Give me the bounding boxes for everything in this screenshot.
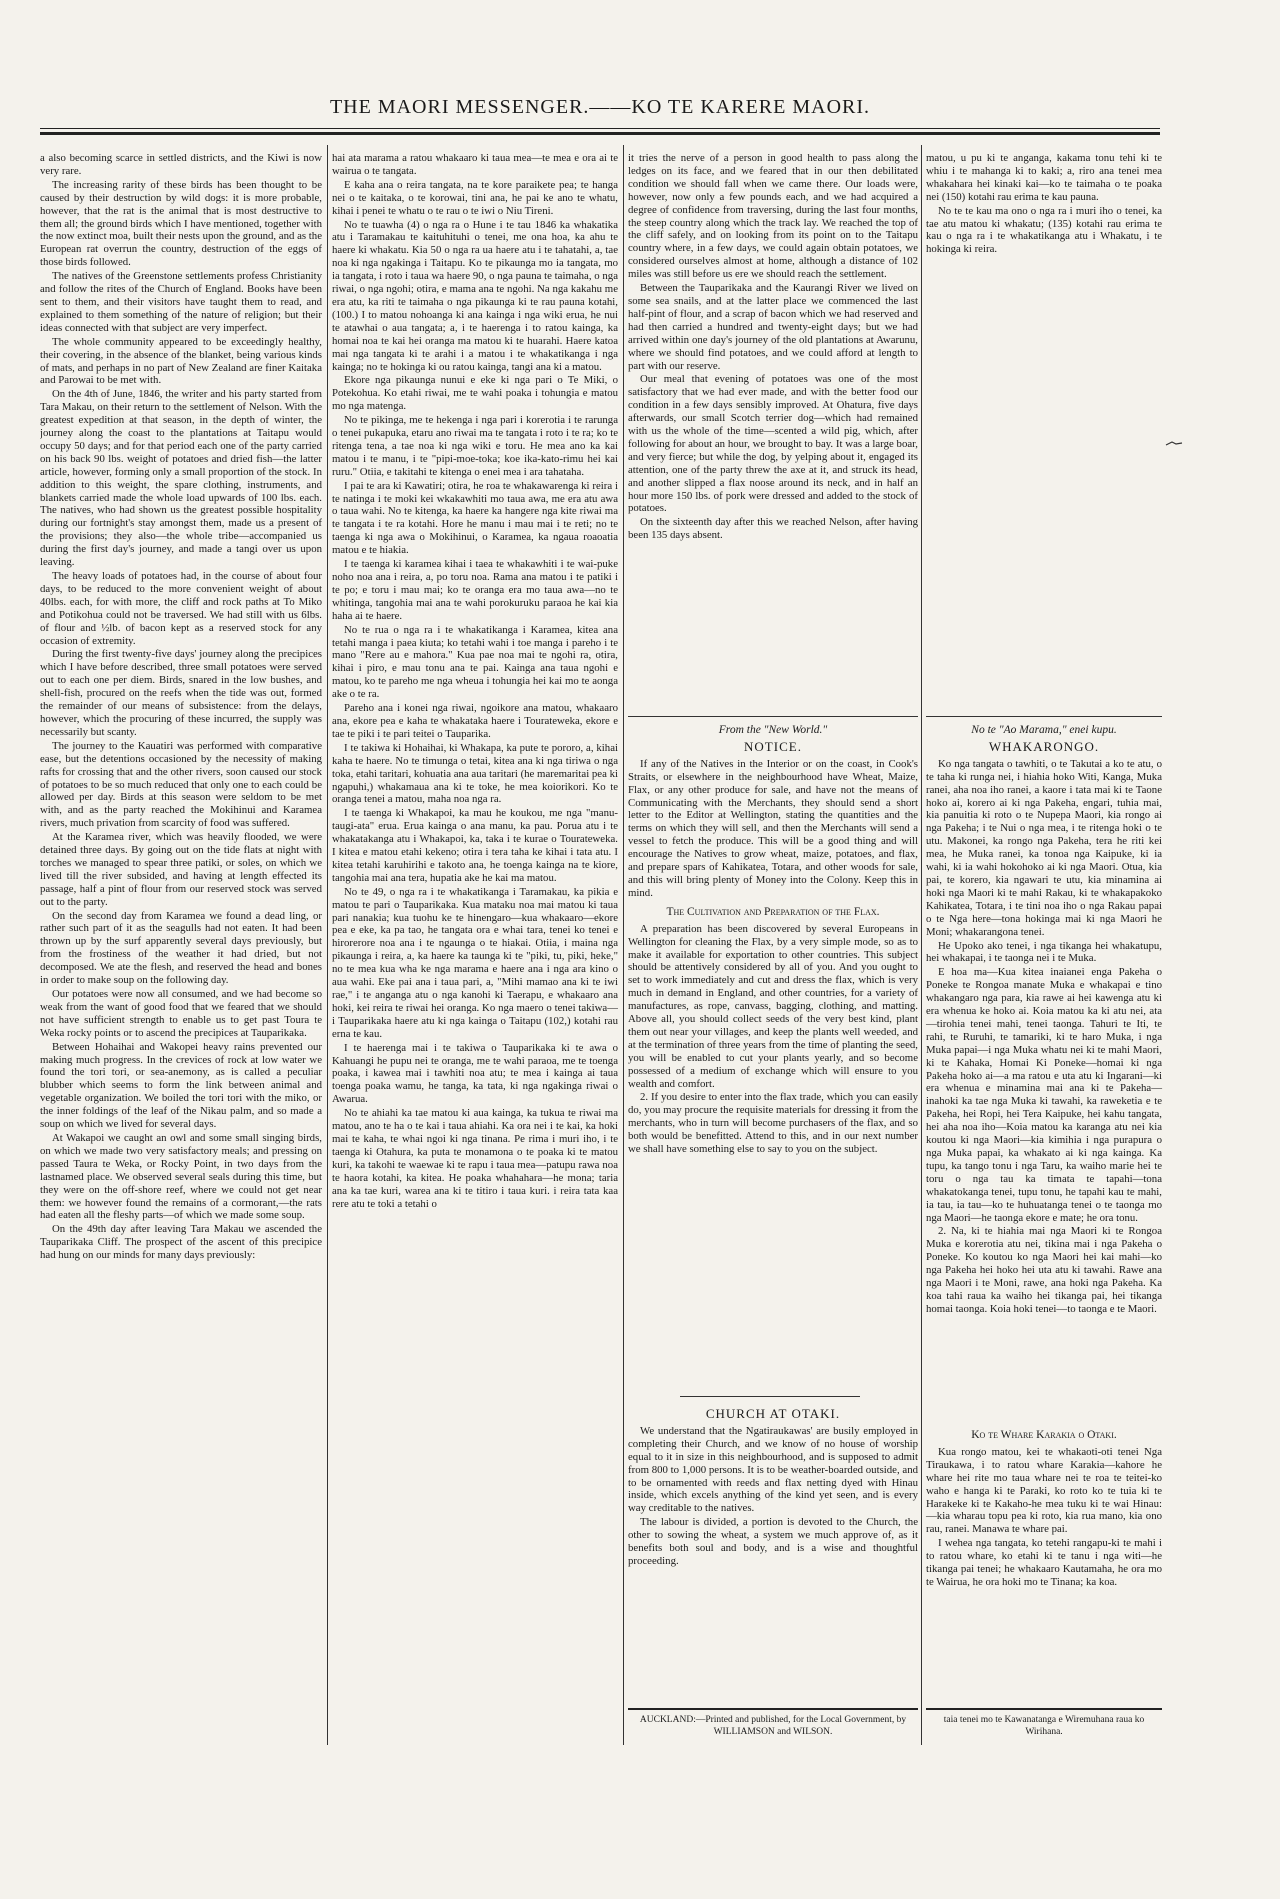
section-rule <box>628 716 918 717</box>
paragraph: The journey to the Kauatiri was performed with comparative ease, but the detentions occasioned by the necessity of making rafts for crossing that and the other rivers, soon caused our stock of potatoes to be so much reduced that only one to each could be allowed per day. Birds at this season were seldom to be met with, and as the party reached the Mokihinui and Karamea rivers, much privation from scarcity of food was suffered. <box>40 739 322 830</box>
whakarongo-section <box>926 722 1162 1317</box>
column-english-narrative <box>40 152 322 1748</box>
paragraph: We understand that the Ngatiraukawas' are busily employed in completing their Church, and we know of no house of worship equal to it in size in this neighbourhood, and is supposed to admit from 800 to 1,000 persons. It is to be weather-boarded outside, and to be ornamented with reeds and flax netting dyed with Hinau inside, which excels anything of the kind yet seen, and is every way creditable to the natives. <box>628 1424 918 1515</box>
karakia-title: Ko te Whare Karakia o Otaki. <box>971 1429 1117 1441</box>
paragraph: He Upoko ako tenei, i nga tikanga hei whakatupu, hei whakapai, i te taonga nei i te Muka. <box>926 939 1162 965</box>
paragraph: I te taenga ki karamea kihai i taea te whakawhiti i te wai-puke noho noa ana i reira, a, po toru noa. Rama ana matou i te patiki i te po; e toru i mau mai; ko te oranga era mo taua awa—no te whitinga, tangohia mai ana te wahi porokuruku paraoa he kai kia haha ai te haere. <box>332 558 618 622</box>
church-section <box>628 1406 918 1569</box>
paragraph: Between Hohaihai and Wakopei heavy rains prevented our making much progress. In the crevices of rock at low water we found the tori tori, or sea-anemony, as is called a peculiar blubber which seems to form the link between animal and vegetable organization. We boiled the tori tori with the miko, or the inner foldings of the leaf of the Nikau palm, and so made a soup on which we lived for several days. <box>40 1040 322 1131</box>
paragraph: Between the Tauparikaka and the Kaurangi River we lived on some sea snails, and at the latter place we commenced the last half-pint of flour, and a scrap of bacon which we had reserved and had then carried a hundred and twenty-eight days; but we had arrived within one day's journey of the old plantations at Awarunu, where we should find potatoes, and we could afford at length to part with our reserve. <box>628 282 918 372</box>
masthead-rule-thin <box>40 128 1160 129</box>
paragraph: No te pikinga, me te hekenga i nga pari i korerotia i te rarunga o tenei pukapuka, etaru ano riwai ma te tangata i roto i te ra; ko te ritenga tena, a tae noa ki nga wiki e toru. He mea ano ka kai matou i te manu, i te "pipi-moe-toka; koe ika-kato-rimu hei kai ruru." Otiia, e takitahi te kitenga o enei mea i ara tahataha. <box>332 414 618 478</box>
paragraph: The whole community appeared to be exceedingly healthy, their covering, in the absence of the blanket, being various kinds of mats, and perhaps in no part of New Zealand are finer Kaitaka and Parowai to be met with. <box>40 335 322 387</box>
notice-source: From the "New World." <box>718 724 828 736</box>
paragraph: The natives of the Greenstone settlements profess Christianity and follow the rites of the Church of England. Books have been sent to them, and their visitors have taught them to read, and explained to them something of the nature of religion; but their ideas connected with that subject are very imperfect. <box>40 270 322 334</box>
imprint-rule <box>628 1708 918 1710</box>
paragraph: If any of the Natives in the Interior or on the coast, in Cook's Straits, or elsewhere in the neighbourhood have Wheat, Maize, Flax, or any other produce for sale, and have not the means of Communicating with the Merchants, they should send a short letter to the Editor at Wellington, stating the quantities and the terms on which they will sell, and then the Merchants will send a vessel to fetch the produce. This will be a good thing and will encourage the Natives to grow wheat, maize, potatoes, and flax, and prepare spars of Kahikatea, Totara, and other woods for sale, and this will bring plenty of Money into the Colony. Keep this in mind. <box>628 757 918 899</box>
paragraph: Ekore nga pikaunga nunui e eke ki nga pari o Te Miki, o Potekohua. Ko etahi riwai, me te wahi poaka i tohungia e matou mo nga matenga. <box>332 374 618 413</box>
paragraph: 2. If you desire to enter into the flax trade, which you can easily do, you may procure the requisite materials for dressing it from the merchants, who in turn will become purchasers of the flax, and so both would be benefitted. Attend to this, and in our next number we shall have something else to say to you on the subject. <box>628 1091 918 1156</box>
paragraph: No te tuawha (4) o nga ra o Hune i te tau 1846 ka whakatika atu i Taramakau te kaituhituhi o tenei, me ona hoa, ka ahu te haere ki whakatu. Kia 50 o nga ra ua haere atu i te tahatahi, a, tae noa ki nga ngakinga i Taitapu. Ko te pikaunga mo ia tangata, mo ia tangata, i roto i taua wa haere 90, o nga pauna te taimaha, o nga riwai, o nga ngohi; otira, e mama ana te ngohi. Na nga kakahu me era atu, ka riti te taimaha o nga pikaunga ki te rau pauna kotahi, (100.) I to matou nohoanga ki ana kainga i nga wiki erua, he nui te atawhai o aua tangata; a, i te haerenga i to ratou kainga, ka homai noa te kai hei oranga ma matou ki te huarahi. Haere katoa mai nga tangata ki te arahi i a matou i te whakatikanga i nga kainga; no te hokinga ki ou ratou kainga, tangi ana ki a matou. <box>332 218 618 373</box>
paragraph: Ko nga tangata o tawhiti, o te Takutai a ko te atu, o te taha ki runga nei, i hiahia hoko Witi, Kanga, Muka ranei, aha noa iho ranei, a kaore i tata mai ki te Taone hoko ai, korero ai ki nga Pakeha, engari, tuhia mai, kia panuitia ki roto o te Nupepa Maori, kia rongo ai nga Pakeha; i te Nui o nga mea, i te ritenga hoki o te utu. Makonei, ka rongo nga Pakeha, tera he riti kei mea, he Muka ranei, ka tonoa nga Kaipuke, ki ia wahi, ki ia wahi hokohoko ai ki nga Maori. Otua, kia pai, te korero, kia ngawari te utu, kia minamina ai hoki nga Maori ki te mahi Rakau, ki te whakapakoko Kahikatea, Totara, i te tini noa iho o nga Rakau papai o te Nga here—tona hokinga mai ki nga Maori he Moni; whakarangona tenei. <box>926 757 1162 938</box>
paragraph: The heavy loads of potatoes had, in the course of about four days, to be reduced to the more convenient weight of about 40lbs. each, for with more, the cliff and rock paths at To Miko and Potikohua could not be traversed. We had still with us 6lbs. of flour and ½lb. of bacon kept as a reserved stock for any occasion of extremity. <box>40 570 322 647</box>
column-divider <box>327 145 328 1745</box>
paragraph: The labour is divided, a portion is devoted to the Church, the other to sowing the wheat, a system we much approve of, as it benefits both soul and body, and is a wise and thoughtful proceeding. <box>628 1516 918 1567</box>
column-divider <box>921 145 922 1745</box>
paragraph: At the Karamea river, which was heavily flooded, we were detained three days. By going out on the tide flats at night with torches we managed to spear three patiki, or soles, on which we lived till the river subsided, and having at length effected its passage, half a pint of flour from our reserved stock was served out to the party. <box>40 831 322 908</box>
column-english-narrative-end <box>628 152 918 712</box>
column-divider <box>623 145 624 1745</box>
paragraph: it tries the nerve of a person in good health to pass along the ledges on its face, and we feared that in our then debilitated condition we should fall when we came there. Our loads were, however, now only a few pounds each, and we had acquired a degree of confidence from traversing, during the last four months, the steep country along which the track lay. We reached the top of the cliff safely, and on looking from its point on to the Taitapu country where, in a few days, we could again obtain potatoes, we considered ourselves almost at home, although a distance of 102 miles was still before us ere we should reach the settlement. <box>628 152 918 281</box>
paragraph: I te taenga ki Whakapoi, ka mau he koukou, me nga "manu-taugi-ata" erua. Erua kainga o ana manu, ka pau. Porua atu i te whakatakanga atu i Whakapoi, ka, taka i te kurae o Tourateweka. I kitea e matou etahi kekeno; otira i tera taha ke kihai i tata atu. I kitea tetahi karuhirihi e takoto ana, he toenga kainga na te kiore, tangohia mai ana tera, hupatia ake he kai ma matou. <box>332 807 618 884</box>
paragraph: I wehea nga tangata, ko tetehi rangapu-ki te mahi i to ratou whare, ko etahi ki te tanu i nga witi—he tikanga pai tenei; he whakaaro Kautamaha, he ora mo te Wairua, he ora hoki mo te Tinana; ka koa. <box>926 1537 1162 1588</box>
paragraph: On the 49th day after leaving Tara Makau we ascended the Tauparikaka Cliff. The prospect of the ascent of this precipice had hung on our minds for many days previously: <box>40 1223 322 1262</box>
section-rule <box>680 1396 860 1397</box>
paragraph: Our meal that evening of potatoes was one of the most satisfactory that we had ever made, and with the better food our condition in a few days sensibly improved. At Ohatura, five days afterwards, our small Scotch terrier dog—which had remained with us the whole of the time—scented a wild pig, which, after following for about an hour, we brought to bay. It was a large boar, and very fierce; but while the dog, by yelping about it, engaged its attention, one of the party threw the axe at it, and struck its head, and another slipped a flax noose around its neck, and in half an hour more 150 lbs. of pork were dressed and added to the stock of potatoes. <box>628 373 918 515</box>
paragraph: A preparation has been discovered by several Europeans in Wellington for cleaning the Flax, by a very simple mode, so as to make it available for exportation to other countries. This subject should be attentively considered by all of you. And you ought to set to work immediately and cut and dress the flax, which is very much in demand in England, and other countries, for a variety of manufactures, as rope, canvass, bagging, clothing, and matting. Above all, you should collect seeds of the very best kind, plant them out near your villages, and keep the plants well weeded, and at the termination of three years from the time of planting the seed, you will be enabled to cut your plants yearly, and so become possessed of a medium of exchange which will ensure to you wealth and comfort. <box>628 922 918 1090</box>
paragraph: Pareho ana i konei nga riwai, ngoikore ana matou, whakaaro ana, ekore pea e kaha te whakataka haere i Tourateweka, ekore e tae te piki i te pari teitei o Tauparika. <box>332 702 618 740</box>
masthead-area <box>40 96 1160 138</box>
paragraph: During the first twenty-five days' journey along the precipices which I have before described, three small potatoes were served out to each one per diem. Birds, snared in the low bushes, and shell-fish, procured on the reefs when the tide was out, formed the remainder of our means of subsistence: from the delays, however, which the procuring of these incurred, the supply was necessarily but scanty. <box>40 648 322 738</box>
column-maori-narrative <box>332 152 618 1748</box>
notice-title: NOTICE. <box>744 738 802 754</box>
paragraph: No te 49, o nga ra i te whakatikanga i Taramakau, ka pikia e matou te pari o Tauparikaka. Kua mataku noa mai matou ki taua pari nanakia; kua tuohu ke te hinengaro—kua whakaaro—ekore pea e eke, ka pa tao, he tangata ora e whai tara, tenei ko tenei e hirorerore noa ana i te ngaunga o te hiakai. Otiia, i maina nga pikaunga i reira, a, ka haere ka taunga ki te "piki, tu, piki, heke," no te mea kua wha ke nga marama e haere ana i nga ara kino o aua wahi. Eke pai ana i taua pari, a, "Mihi mamao ana ki te iwi rae," i te anganga atu o nga kanohi ki Taerapu, e whakaaro ana hoki, kei reira te riwai hei oranga. Ko nga maero o tenei takiwa—i Tauparikaka haere atu ki nga kainga o Taitapu (102,) kotahi rau erna te kau. <box>332 885 618 1040</box>
paragraph: On the sixteenth day after this we reached Nelson, after having been 135 days absent. <box>628 516 918 542</box>
karakia-section <box>926 1427 1162 1590</box>
ink-smudge-mark <box>1164 440 1184 448</box>
notice-section <box>628 722 918 1157</box>
ink-smudge <box>1164 435 1184 443</box>
paragraph: Our potatoes were now all consumed, and we had become so weak from the want of good food that we feared that we should not have sufficient strength to enable us to get past Toura te Weka rocky points or to ascend the precipices at Tauparikaka. <box>40 988 322 1039</box>
paragraph: I te haerenga mai i te takiwa o Tauparikaka ki te awa o Kahuangi he pupu nei te oranga, me te wahi paraoa, me te toenga poaka, i kawea mai i tawhiti noa atu; te mea i kainga ai taua toenga poaka wamu, he tanga, ka tata, ki nga ngakinga riwai o Awarua. <box>332 1041 618 1106</box>
whakarongo-title: WHAKARONGO. <box>988 738 1100 754</box>
church-title: CHURCH AT OTAKI. <box>705 1406 841 1421</box>
column-maori-narrative-end <box>926 152 1162 348</box>
imprint-rule <box>926 1708 1162 1710</box>
paragraph: 2. Na, ki te hiahia mai nga Maori ki te Rongoa Muka e korerotia atu nei, tikina mai i nga Pakeha o Poneke. Ko koutou ko nga Maori hei kai mahi—ko nga Pakeha hei hoko hei uta atu ki tawahi. Rawe ana nga Maori i te Moni, rawe, ana hoki nga Pakeha. Ka koa tahi raua ka waiho hei tikanga pai, hei tikanga homai taonga. Koia hoki tenei—to taonga e te Maori. <box>926 1225 1162 1315</box>
paragraph: No te ahiahi ka tae matou ki aua kainga, ka tukua te riwai ma matou, ano te ha o te kai i taua ahiahi. Ka ora nei i te kai, ka hoki mai te kaha, te whai ngoi ki nga tinana. Pe rima i muri iho, i te taenga ki Otahura, ka puta te monamona o te poaka ki te matou kuri, ka takohi te waewae ki te rapu i taua mea—patupu rawa noa te haora kotahi, ka kitea. He poaka whahahara—he mona; taria ana ka tae kuri, warea ana ki te titiro i taua kuri. i reira tata kaa rere atu te toki a tetahi o <box>332 1107 618 1210</box>
paragraph: No te te kau ma ono o nga ra i muri iho o tenei, ka tae atu matou ki whakatu; (135) kotahi rau erima te kau o nga ra i te whakatikanga atu i Whakatu, i te hokinga ki reira. <box>926 204 1162 256</box>
flax-subtitle: The Cultivation and Preparation of the Flax. <box>666 905 880 918</box>
imprint-maori: taia tenei mo te Kawanatanga e Wiremuhana raua ko Wirihana. <box>943 1715 1145 1737</box>
paragraph: E kaha ana o reira tangata, na te kore paraikete pea; te hanga nei o te kaitaka, o te korowai, tini ana, he pai ke ano te whatu, kihai i penei te whatu o te rau o te iwi o Niu Tireni. <box>332 178 618 217</box>
paragraph: The increasing rarity of these birds has been thought to be caused by their destruction by wild dogs: it is more probable, however, that the rat is the animal that is most destructive to them all; the ground birds which I have mentioned, together with the now extinct moa, built their nests upon the ground, and as the European rat overrun the country, destruction of the eggs of those birds followed. <box>40 178 322 269</box>
paragraph: hai ata marama a ratou whakaaro ki taua mea—te mea e ora ai te wairua o te tangata. <box>332 152 618 177</box>
paragraph: matou, u pu ki te anganga, kakama tonu tehi ki te whiu i te mahanga ki to kaki; a, riro ana tenei mea whakahara hei kinaki kai—ko te taimaha o te poaka nei (150) kotahi rau erima te kau pauna. <box>926 152 1162 203</box>
paragraph: E hoa ma—Kua kitea inaianei enga Pakeha o Poneke te Rongoa manate Muka e whakapai e tino whakangaro nga para, kia rawe ai hei kawenga atu ki era whenua ke hoko ai. Koia matou ka ki atu nei, ata—tirohia tenei mahi, tenei taonga. Tahuri te Iti, te rahi, te Ruruhi, te tamariki, ki te haro Muka, i nga Muka papai—i nga Muka whatu nei ki te mahi Maori, ki te Kahaka, Homai Ki Poneke—homai ki nga Pakeha hoko ai—a ma ratou e uta atu ki Ingarani—ki era whenua e minamina mai ana ki te Pakeha—inahoki ka tae nga Muka ki tawahi, ka raweketia e te Pakeha, hei Ropi, hei Tera Kaipuke, hei kahu tangata, hei aha noa iho—Koia matou ka karanga atu nei kia koutou ki nga Maori—kia kimihia i nga purapura o nga Muka papai, ka whakato ai ki nga kainga. Ka tupu, ka tango tonu i nga Taru, ka waiho marie hei te toru o nga tau ka timata te tapahi—tona whakatokanga tenei, tupu tonu, he tapahi kau te mahi, ia tau, ia tau—ko te huhuatanga tenei o te taonga mo nga Maori—he taonga ekore e mate; he ora tonu. <box>926 966 1162 1224</box>
paragraph: At Wakapoi we caught an owl and some small singing birds, on which we made two very satisfactory meals; and pressing on passed Taura te Weka, or Rocky Point, in two days from the lastnamed place. We observed several seals during this time, but they were on the off-shore reef, where we could not get near them: we however found the remains of a cormorant,—the rats had eaten all the fleshy parts—of which we made some soup. <box>40 1131 322 1222</box>
paragraph: On the 4th of June, 1846, the writer and his party started from Tara Makau, on their return to the settlement of Nelson. With the greatest expedition at that season, in the depth of winter, the journey along the coast to the plantations at Taitapu would occupy 50 days; and for that period each one of the party carried on his back 90 lbs. weight of potatoes and dried fish—the latter article, however, forming only a small proportion of the stock. In addition to this weight, the spare clothing, instruments, and blankets carried made the whole load upwards of 100 lbs. each. The natives, who had shown us the greatest possible hospitality during our fortnight's stay amongst them, made us a present of the provisions; they also—the whole tribe—accompanied us during the first day's journey, and made a tangi over us upon leaving. <box>40 388 322 569</box>
whakarongo-source: No te "Ao Marama," enei kupu. <box>971 724 1117 736</box>
masthead: THE MAORI MESSENGER.——KO TE KARERE MAORI. <box>329 96 871 118</box>
paragraph: No te rua o nga ra i te whakatikanga i Karamea, kitea ana tetahi manga i paea kiuta; ko tetahi wahi i toe manga i pareho i te mano "Rere au e mahora." Kua pae noa mai te ngohi ra, otira, kihai i piro, e mau tonu ana te pai. Kainga ana taua ngohi e matou, ko te pareho me nga wheua i tohungia hei kai mo te aonga ake o te ra. <box>332 623 618 701</box>
paragraph: I pai te ara ki Kawatiri; otira, he roa te whakawarenga ki reira i te natinga i te moki kei wkakawhiti mo taua awa, me era atu awa o taua wahi. No te kitenga, ka haere ka hangere nga kite riwai ma te tangata i te ra kotahi. Hore he manu i mau mai i te reti; no te taenga ki nga awa o Mokihinui, o Karamea, ka ngaua roaoatia matou e te hiakia. <box>332 479 618 557</box>
paragraph: On the second day from Karamea we found a dead ling, or rather such part of it as the seagulls had not eaten. It had been thrown up by the surf apparently several days previously, but from the frostiness of the weather it had dried, but not decomposed. We ate the flesh, and reserved the head and bones in order to make soup on the following day. <box>40 909 322 987</box>
paragraph: a also becoming scarce in settled districts, and the Kiwi is now very rare. <box>40 152 322 177</box>
section-rule <box>926 716 1162 717</box>
paragraph: I te takiwa ki Hohaihai, ki Whakapa, ka pute te pororo, a, kihai kaha te haere. No te timunga o tetai, kitea ana ki nga tiriwa o nga toka, etahi taritari, kohuatia ana aua taritari (he maremaritai pea ki ngapuhi,) whakamaua ana ki te toke, he mea koiorikori. Ko te oranga tenei a matou, maha noa nga ra. <box>332 741 618 806</box>
paragraph: Kua rongo matou, kei te whakaoti-oti tenei Nga Tiraukawa, i to ratou whare Karakia—kahore he whare hei rite mo taua whare nei te roa te teitei-ko waho e hanga ki te Paraki, ko roto ko te tuia ki te Harakeke ki te Kakaho-he mea tuku ki te wai Hinau:—kia wharau topu pea ki roto, kia rua mano, kia ono rau, ranei. Manawa te whare pai. <box>926 1445 1162 1536</box>
masthead-rule-thick <box>40 132 1160 135</box>
imprint-english: AUCKLAND:—Printed and published, for the Local Government, by WILLIAMSON and WILSON. <box>639 1715 907 1737</box>
